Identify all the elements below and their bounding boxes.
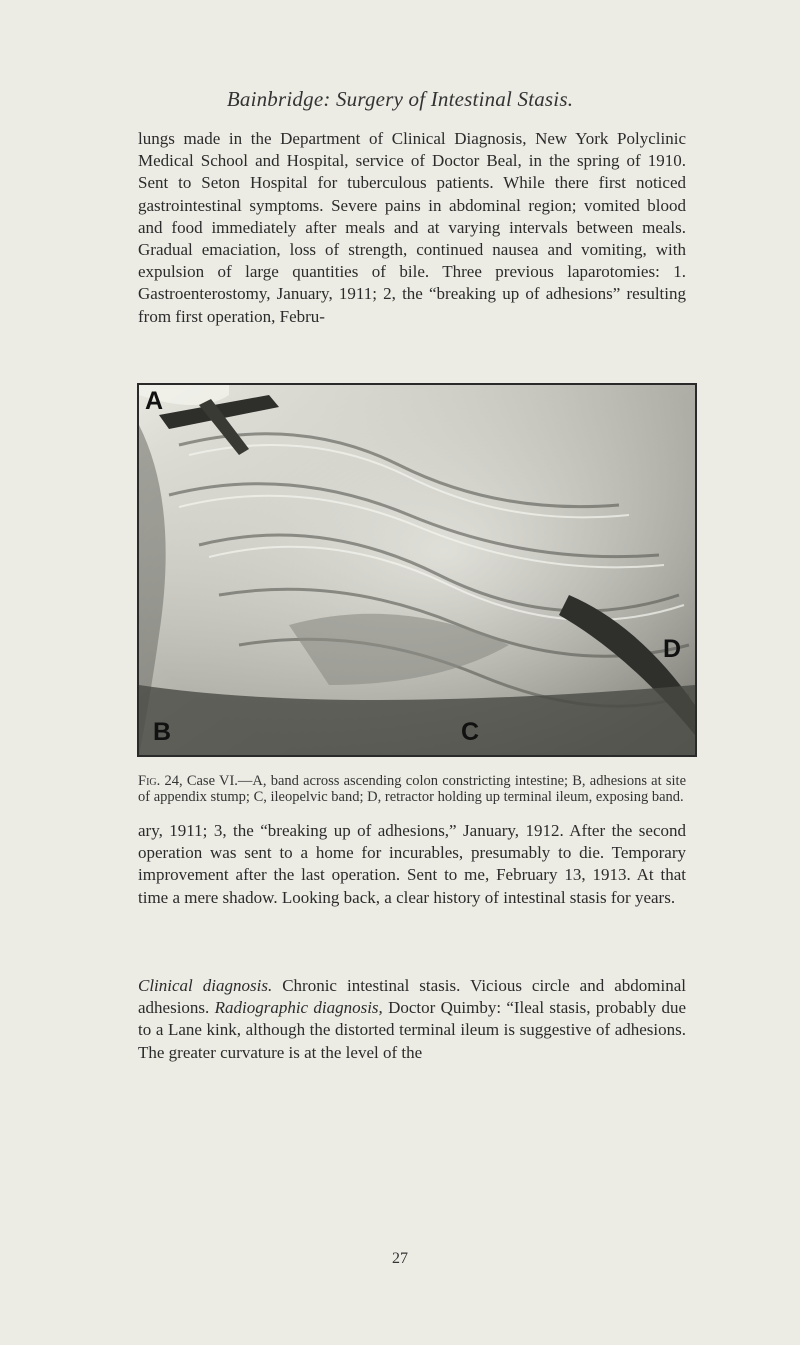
figure-label-d: D	[662, 635, 681, 663]
body-paragraph-3	[138, 975, 686, 1064]
radiographic-diagnosis-heading: Radiographic diagnosis,	[214, 998, 383, 1018]
paragraph-3-text-1: Chronic intestinal stasis. Vicious circle and abdominal adhesions.	[138, 976, 686, 1018]
figure-label-b: B	[153, 718, 172, 746]
figure-caption	[138, 773, 686, 805]
figure-caption-text: Case VI.—A, band across ascending colon constricting intestine; B, adhesions at site of appendix stump; C, ileopelvic band; D, retractor holding up terminal ileum, exposing band.	[138, 773, 687, 805]
page-number: 27	[392, 1250, 408, 1267]
figure-label-c: C	[461, 718, 480, 746]
running-head: Bainbridge: Surgery of Intestinal Stasis.	[226, 87, 574, 111]
body-paragraph-2: ary, 1911; 3, the “breaking up of adhesions,” January, 1912. After the second operation was sent to a home for incurables, presumably to die. Temporary improvement after the last operation. Sent to me, February 13, 1913. At that time a mere shadow. Looking back, a clear history of intestinal stasis for years.	[138, 821, 686, 907]
figure-label-a: A	[145, 387, 164, 415]
body-paragraph-1: lungs made in the Department of Clinical Diagnosis, New York Polyclinic Medical School and Hospital, service of Doctor Beal, in the spring of 1910. Sent to Seton Hospital for tuberculous patients. While there first noticed gastrointestinal symptoms. Severe pains in abdominal region; vomited blood and food immediately after meals and at varying intervals between meals. Gradual emaciation, loss of strength, continued nausea and vomiting, with expulsion of large quantities of bile. Three previous laparotomies: 1. Gastroenterostomy, January, 1911; 2, the “breaking up of adhesions” resulting from first operation, Febru-	[138, 129, 686, 326]
surgical-photograph	[137, 383, 697, 757]
clinical-diagnosis-heading: Clinical diagnosis.	[138, 976, 273, 995]
figure-number: Fig. 24,	[138, 773, 183, 789]
paragraph-3-text-2: Doctor Quimby: “Ileal stasis, probably due to a Lane kink, although the distorted terminal ileum is suggestive of adhesions. The greater curvature is at the level of the	[138, 998, 687, 1062]
photograph-image	[139, 385, 695, 755]
